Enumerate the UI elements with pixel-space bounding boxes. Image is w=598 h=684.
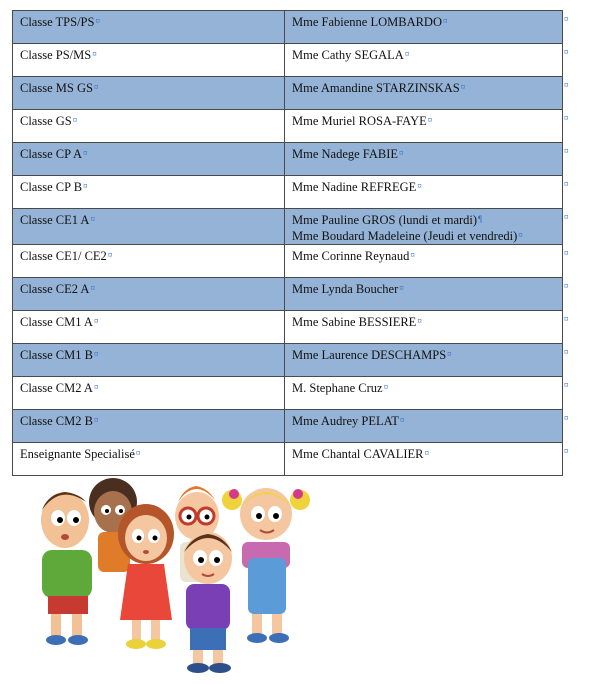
class-name-cell [13,410,285,443]
class-name-cell [13,245,285,278]
table-row [13,176,563,209]
table-row [13,245,563,278]
cell-end-mark: ¤ [447,349,452,359]
class-name: Enseignante Specialisé [20,447,135,461]
class-name: Classe MS GS [20,81,93,95]
class-name-cell [13,443,285,476]
cell-end-mark: ¤ [107,250,113,260]
class-name: Classe CP A [20,147,83,161]
cell-end-mark: ¤ [135,448,141,458]
kid-blonde-girl [222,488,310,643]
cell-end-mark: ¤ [417,181,422,191]
cell-end-mark: ¤ [83,181,88,191]
class-name-cell [13,311,285,344]
teacher-cell [285,209,563,245]
kid-purple-shirt [184,532,232,673]
cell-end-mark: ¤ [518,230,523,240]
row-end-mark: ¤ [564,380,569,390]
table-row [13,443,563,476]
teacher-cell [285,410,563,443]
class-name-cell [13,110,285,143]
row-end-mark: ¤ [564,446,569,456]
class-name-cell [13,77,285,110]
row-end-mark: ¤ [564,146,569,156]
teacher-name: Mme Fabienne LOMBARDO¤ [292,15,448,29]
teacher-name: Mme Sabine BESSIERE¤ [292,315,422,329]
teacher-cell [285,11,563,44]
cell-end-mark: ¤ [93,415,99,425]
teacher-name: Mme Cathy SEGALA¤ [292,48,410,62]
row-end-mark: ¤ [564,281,569,291]
row-end-mark: ¤ [564,179,569,189]
class-name-cell [13,278,285,311]
teacher-name: Mme Corinne Reynaud¤ [292,249,415,263]
cell-end-mark: ¤ [460,82,466,92]
row-end-mark: ¤ [564,413,569,423]
cell-end-mark: ¤ [399,148,404,158]
class-name-cell [13,11,285,44]
cell-end-mark: ¤ [93,382,99,392]
cell-end-mark: ¤ [427,115,433,125]
table-row [13,143,563,176]
cell-end-mark: ¤ [93,349,99,359]
class-name: Classe CE1 A [20,213,90,227]
teacher-name: Mme Pauline GROS (lundi et mardi)¶ [292,213,483,227]
kid-red-dress [118,504,174,649]
row-end-mark: ¤ [564,80,569,90]
table-row [13,344,563,377]
cell-end-mark: ¤ [72,115,78,125]
row-end-mark: ¤ [564,314,569,324]
table-row [13,209,563,245]
cell-end-mark: ¤ [424,448,429,458]
class-name: Classe GS [20,114,72,128]
cell-end-mark: ¤ [443,16,448,26]
teacher-cell [285,110,563,143]
teacher-name: Mme Lynda Boucher¤ [292,282,404,296]
cell-end-mark: ¤ [399,283,404,293]
row-end-mark: ¤ [564,14,569,24]
cell-end-mark: ¤ [93,82,99,92]
paragraph-mark: ¶ [478,214,483,224]
row-end-mark: ¤ [564,212,569,222]
table-row [13,278,563,311]
cell-end-mark: ¤ [95,16,100,26]
class-name: Classe CM2 A [20,381,93,395]
row-end-mark: ¤ [564,113,569,123]
class-name: Classe CM1 B [20,348,93,362]
teacher-name: Mme Amandine STARZINSKAS¤ [292,81,466,95]
table-row [13,11,563,44]
class-name: Classe CM1 A [20,315,93,329]
teacher-cell [285,143,563,176]
teacher-name: M. Stephane Cruz¤ [292,381,389,395]
class-name: Classe PS/MS [20,48,92,62]
table-row [13,77,563,110]
teacher-cell [285,176,563,209]
teacher-name: Mme Muriel ROSA-FAYE¤ [292,114,433,128]
teacher-cell [285,377,563,410]
teacher-name: Mme Laurence DESCHAMPS¤ [292,348,452,362]
class-name: Classe CE1/ CE2 [20,249,107,263]
cell-end-mark: ¤ [90,214,95,224]
teacher-name: Mme Audrey PELAT¤ [292,414,405,428]
teacher-cell [285,344,563,377]
teacher-name: Mme Nadege FABIE¤ [292,147,404,161]
teacher-name: Mme Nadine REFREGE¤ [292,180,422,194]
class-name: Classe CE2 A [20,282,90,296]
cell-end-mark: ¤ [404,49,410,59]
table-row [13,377,563,410]
row-end-mark: ¤ [564,47,569,57]
cell-end-mark: ¤ [83,148,88,158]
teacher-cell [285,77,563,110]
kid-green-shirt [41,492,92,645]
cell-end-mark: ¤ [410,250,415,260]
cell-end-mark: ¤ [93,316,99,326]
teacher-cell [285,44,563,77]
table-row [13,410,563,443]
class-name: Classe CM2 B [20,414,93,428]
class-name-cell [13,44,285,77]
class-name-cell [13,344,285,377]
children-illustration [20,472,310,677]
cell-end-mark: ¤ [92,49,97,59]
class-name: Classe CP B [20,180,83,194]
class-name: Classe TPS/PS [20,15,95,29]
teacher-cell [285,311,563,344]
row-end-mark: ¤ [564,248,569,258]
table-row [13,311,563,344]
class-name-cell [13,377,285,410]
row-end-mark: ¤ [564,347,569,357]
cell-end-mark: ¤ [90,283,95,293]
cell-end-mark: ¤ [383,382,389,392]
teacher-cell [285,245,563,278]
class-teacher-table [12,10,563,476]
table-row [13,44,563,77]
cell-end-mark: ¤ [399,415,405,425]
teacher-cell [285,278,563,311]
teacher-cell [285,443,563,476]
table-row [13,110,563,143]
class-name-cell [13,209,285,245]
teacher-name: Mme Chantal CAVALIER¤ [292,447,429,461]
cell-end-mark: ¤ [417,316,422,326]
teacher-name: Mme Boudard Madeleine (Jeudi et vendredi)¤ [292,229,523,243]
class-name-cell [13,143,285,176]
class-name-cell [13,176,285,209]
